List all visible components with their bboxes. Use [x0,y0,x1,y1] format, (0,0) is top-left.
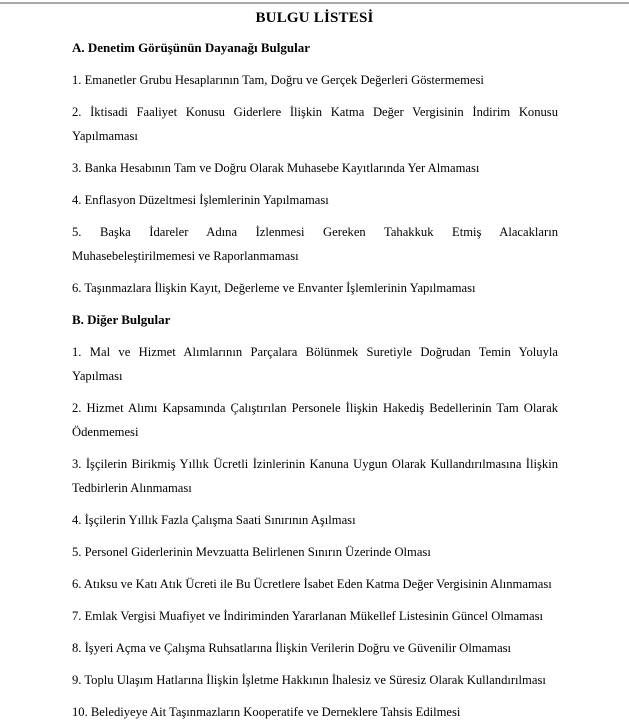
finding-item: 3. İşçilerin Birikmiş Yıllık Ücretli İzinlerinin Kanuna Uygun Olarak Kullandırılmasına İlişkin Tedbirlerin Alınmaması [72,457,558,495]
finding-item: 6. Atıksu ve Katı Atık Ücreti ile Bu Ücretlere İsabet Eden Katma Değer Vergisinin Alınmaması [72,577,552,591]
section-b-heading: B. Diğer Bulgular [72,312,171,327]
section-a-heading: A. Denetim Görüşünün Dayanağı Bulgular [72,40,311,55]
finding-item: 1. Mal ve Hizmet Alımlarının Parçalara Bölünmek Suretiyle Doğrudan Temin Yoluyla Yapılması [72,345,558,383]
finding-item: 4. İşçilerin Yıllık Fazla Çalışma Saati Sınırının Aşılması [72,513,356,527]
section-a [0,36,629,300]
finding-item: 3. Banka Hesabının Tam ve Doğru Olarak Muhasebe Kayıtlarında Yer Almaması [72,161,480,175]
document-title: BULGU LİSTESİ [255,10,374,26]
finding-item: 8. İşyeri Açma ve Çalışma Ruhsatlarına İlişkin Verilerin Doğru ve Güvenilir Olmaması [72,641,512,655]
finding-item: 6. Taşınmazlara İlişkin Kayıt, Değerleme ve Envanter İşlemlerinin Yapılmaması [72,281,476,295]
finding-item: 1. Emanetler Grubu Hesaplarının Tam, Doğru ve Gerçek Değerleri Göstermemesi [72,73,484,87]
finding-item: 2. İktisadi Faaliyet Konusu Giderlere İlişkin Katma Değer Vergisinin İndirim Konusu Yapılmaması [72,105,558,143]
finding-item: 4. Enflasyon Düzeltmesi İşlemlerinin Yapılmaması [72,193,329,207]
section-b [0,308,629,724]
finding-item: 5. Başka İdareler Adına İzlenmesi Gereken Tahakkuk Etmiş Alacakların Muhasebeleştirilmemesi ve Raporlanmaması [72,225,558,263]
finding-item: 10. Belediyeye Ait Taşınmazların Kooperatife ve Derneklere Tahsis Edilmesi [72,705,461,719]
finding-item: 9. Toplu Ulaşım Hatlarına İlişkin İşletme Hakkının İhalesiz ve Süresiz Olarak Kullandırılması [72,673,546,687]
finding-item: 7. Emlak Vergisi Muafiyet ve İndiriminden Yararlanan Mükellef Listesinin Güncel Olmaması [72,609,544,623]
finding-item: 5. Personel Giderlerinin Mevzuatta Belirlenen Sınırın Üzerinde Olması [72,545,431,559]
document-body [0,4,629,724]
finding-item: 2. Hizmet Alımı Kapsamında Çalıştırılan Personele İlişkin Hakediş Bedellerinin Tam Olarak Ödenmemesi [72,401,558,439]
